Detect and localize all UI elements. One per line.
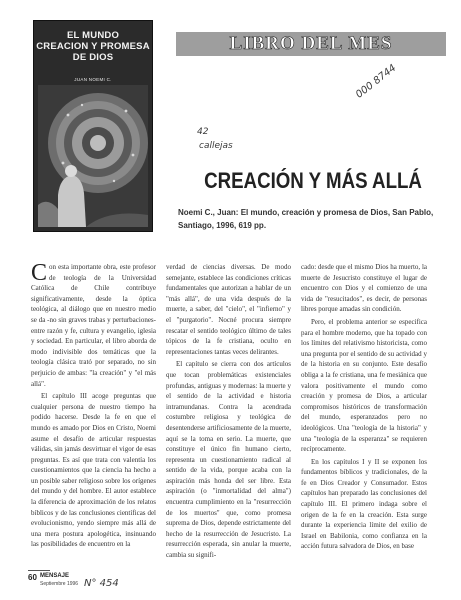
book-cover [33, 20, 153, 232]
article-column-3 [301, 262, 427, 552]
handwritten-footer-mark: N° 454 [84, 578, 119, 589]
book-author: Noemi C., Juan: [178, 208, 239, 217]
handwritten-number: 42 [197, 127, 209, 137]
book-publisher: San Pablo, Santiago, 1996, 619 pp. [178, 208, 434, 230]
paragraph: El capítulo se cierra con dos artículos que tocan problemáticas existenciales profundas, antiguas y modernas: la muerte y el sentido de la actividad e historia intramundanas. Contra la acendrada costumbre religiosa y teológica de desentenderse artificiosamente de la muerte, aquí se la toma en serio. La muerte, que constituye el único fin humano cierto, representa un cuestionamiento radical al sentido de la vida, porque acaba con la aspiración más honda del ser libre. Esta aspiración (o "inmortalidad del alma") encuentra cumplimiento en la "resurrección de los muertos" que, como promesa suprema de Dios, depende estrictamente del hecho de la resurrección de Jesucristo. La resurrección esperada, sin anular la muerte, cambia su signifi- [166, 360, 291, 560]
cover-artwork [38, 85, 148, 227]
footer-rule [28, 570, 50, 571]
paragraph-text: on esta importante obra, este profesor de teología de la Universidad Católica de Chile contribuye significativamente, desde la óptica teológica, al diálogo que en nuestro medio se da -no sin graves trabas y perturbaciones- entre razón y fe, cultura y evangelio, iglesia y sociedad. En particular, el libro aborda de modo indivisible dos temáticas que la teología clásica trató por separado, no sin perjuicio de ambas: "la creación" y "el más allá". [31, 263, 156, 388]
magazine-name: MENSAJE [40, 573, 70, 579]
article-column-2 [166, 262, 291, 561]
paragraph: cado: desde que el mismo Dios ha muerto, la muerte de Jesucristo constituye el lugar de encuentro con Dios y el comienzo de una vida de "resucitados", es decir, de personas libres porque amadas sin condición. [301, 263, 427, 314]
article-title: CREACIÓN Y MÁS ALLÁ [204, 168, 422, 193]
handwritten-shelf-code: 000 8744 [354, 62, 399, 101]
cover-title [34, 30, 152, 63]
cover-title-line3: DE DIOS [72, 52, 114, 63]
page-number: 60 [28, 573, 37, 582]
book-reference [178, 206, 448, 232]
paragraph: verdad de ciencias diversas. De modo semejante, establece las condiciones críticas fundamentales que autorizan a hablar de un "más allá", de una vida después de la muerte, a saber, del "cielo", el "infierno" y el "purgatorio". Nocné procura siempre rescatar el sentido teológico último de tales tópicos de la fe cristiana, oculto en representaciones tantas veces delirantes. [166, 263, 291, 356]
paragraph [31, 262, 156, 389]
section-header: LIBRO DEL MES [229, 33, 393, 54]
drop-cap: C [31, 260, 48, 286]
book-title: El mundo, creación y promesa de Dios, [240, 208, 391, 217]
handwritten-word: callejas [199, 141, 233, 151]
cover-title-line2: CREACION Y PROMESA [36, 41, 150, 52]
cover-title-line1: EL MUNDO [66, 30, 120, 41]
paragraph: El capítulo III acoge preguntas que cualquier persona de nuestro tiempo ha podido hacerse. Desde la fe en que el mundo es amado por Dios en Cristo, Noemi asume el desafío de articular respuestas válidas, sin jamás desvirtuar el vigor de esas preguntas. Es así que trata con valentía los cuestionamientos que la ciencia ha hecho a un posible saber religioso sobre los orígenes del mundo y del hombre. El autor establece la diferencia de aproximación de los relatos bíblicos y de las conclusiones científicas del evolucionismo, yendo siempre más allá de una mera postura apologética, insinuando las posibilidades de encuentro en la [31, 392, 156, 549]
paragraph: En los capítulos I y II se exponen los fundamentos bíblicos y tradicionales, de la fe en Dios Creador y Consumador. Estos capítulos han preparado las conclusiones del capítulo III. El primero indaga sobre el origen de la fe en la creación. Esta surge durante la experiencia límite del exilio de Israel en Babilonia, como confianza en la acción futura salvadora de Dios, en base [301, 457, 427, 551]
cover-author: JUAN NOEMI C. [74, 77, 112, 82]
bleed-through-text [178, 60, 448, 170]
article-column-1 [31, 262, 156, 550]
issue-date: Septiembre 1996 [40, 581, 79, 587]
paragraph: Pero, el problema anterior se especifica para el hombre moderno, que ha topado con los límites del relativismo historicista, como una pregunta por el sentido de su actividad y de la historia en su conjunto. Este desafío obliga a la fe cristiana, una fe mesiánica que valora positivamente el mundo como creación y promesa de Dios, a articular compromisos históricos de transformación del mundo, esperanzados pero no ideológicos. Una "teología de la historia" y una "teología de la esperanza" se requieren recíprocamente. [301, 317, 427, 454]
